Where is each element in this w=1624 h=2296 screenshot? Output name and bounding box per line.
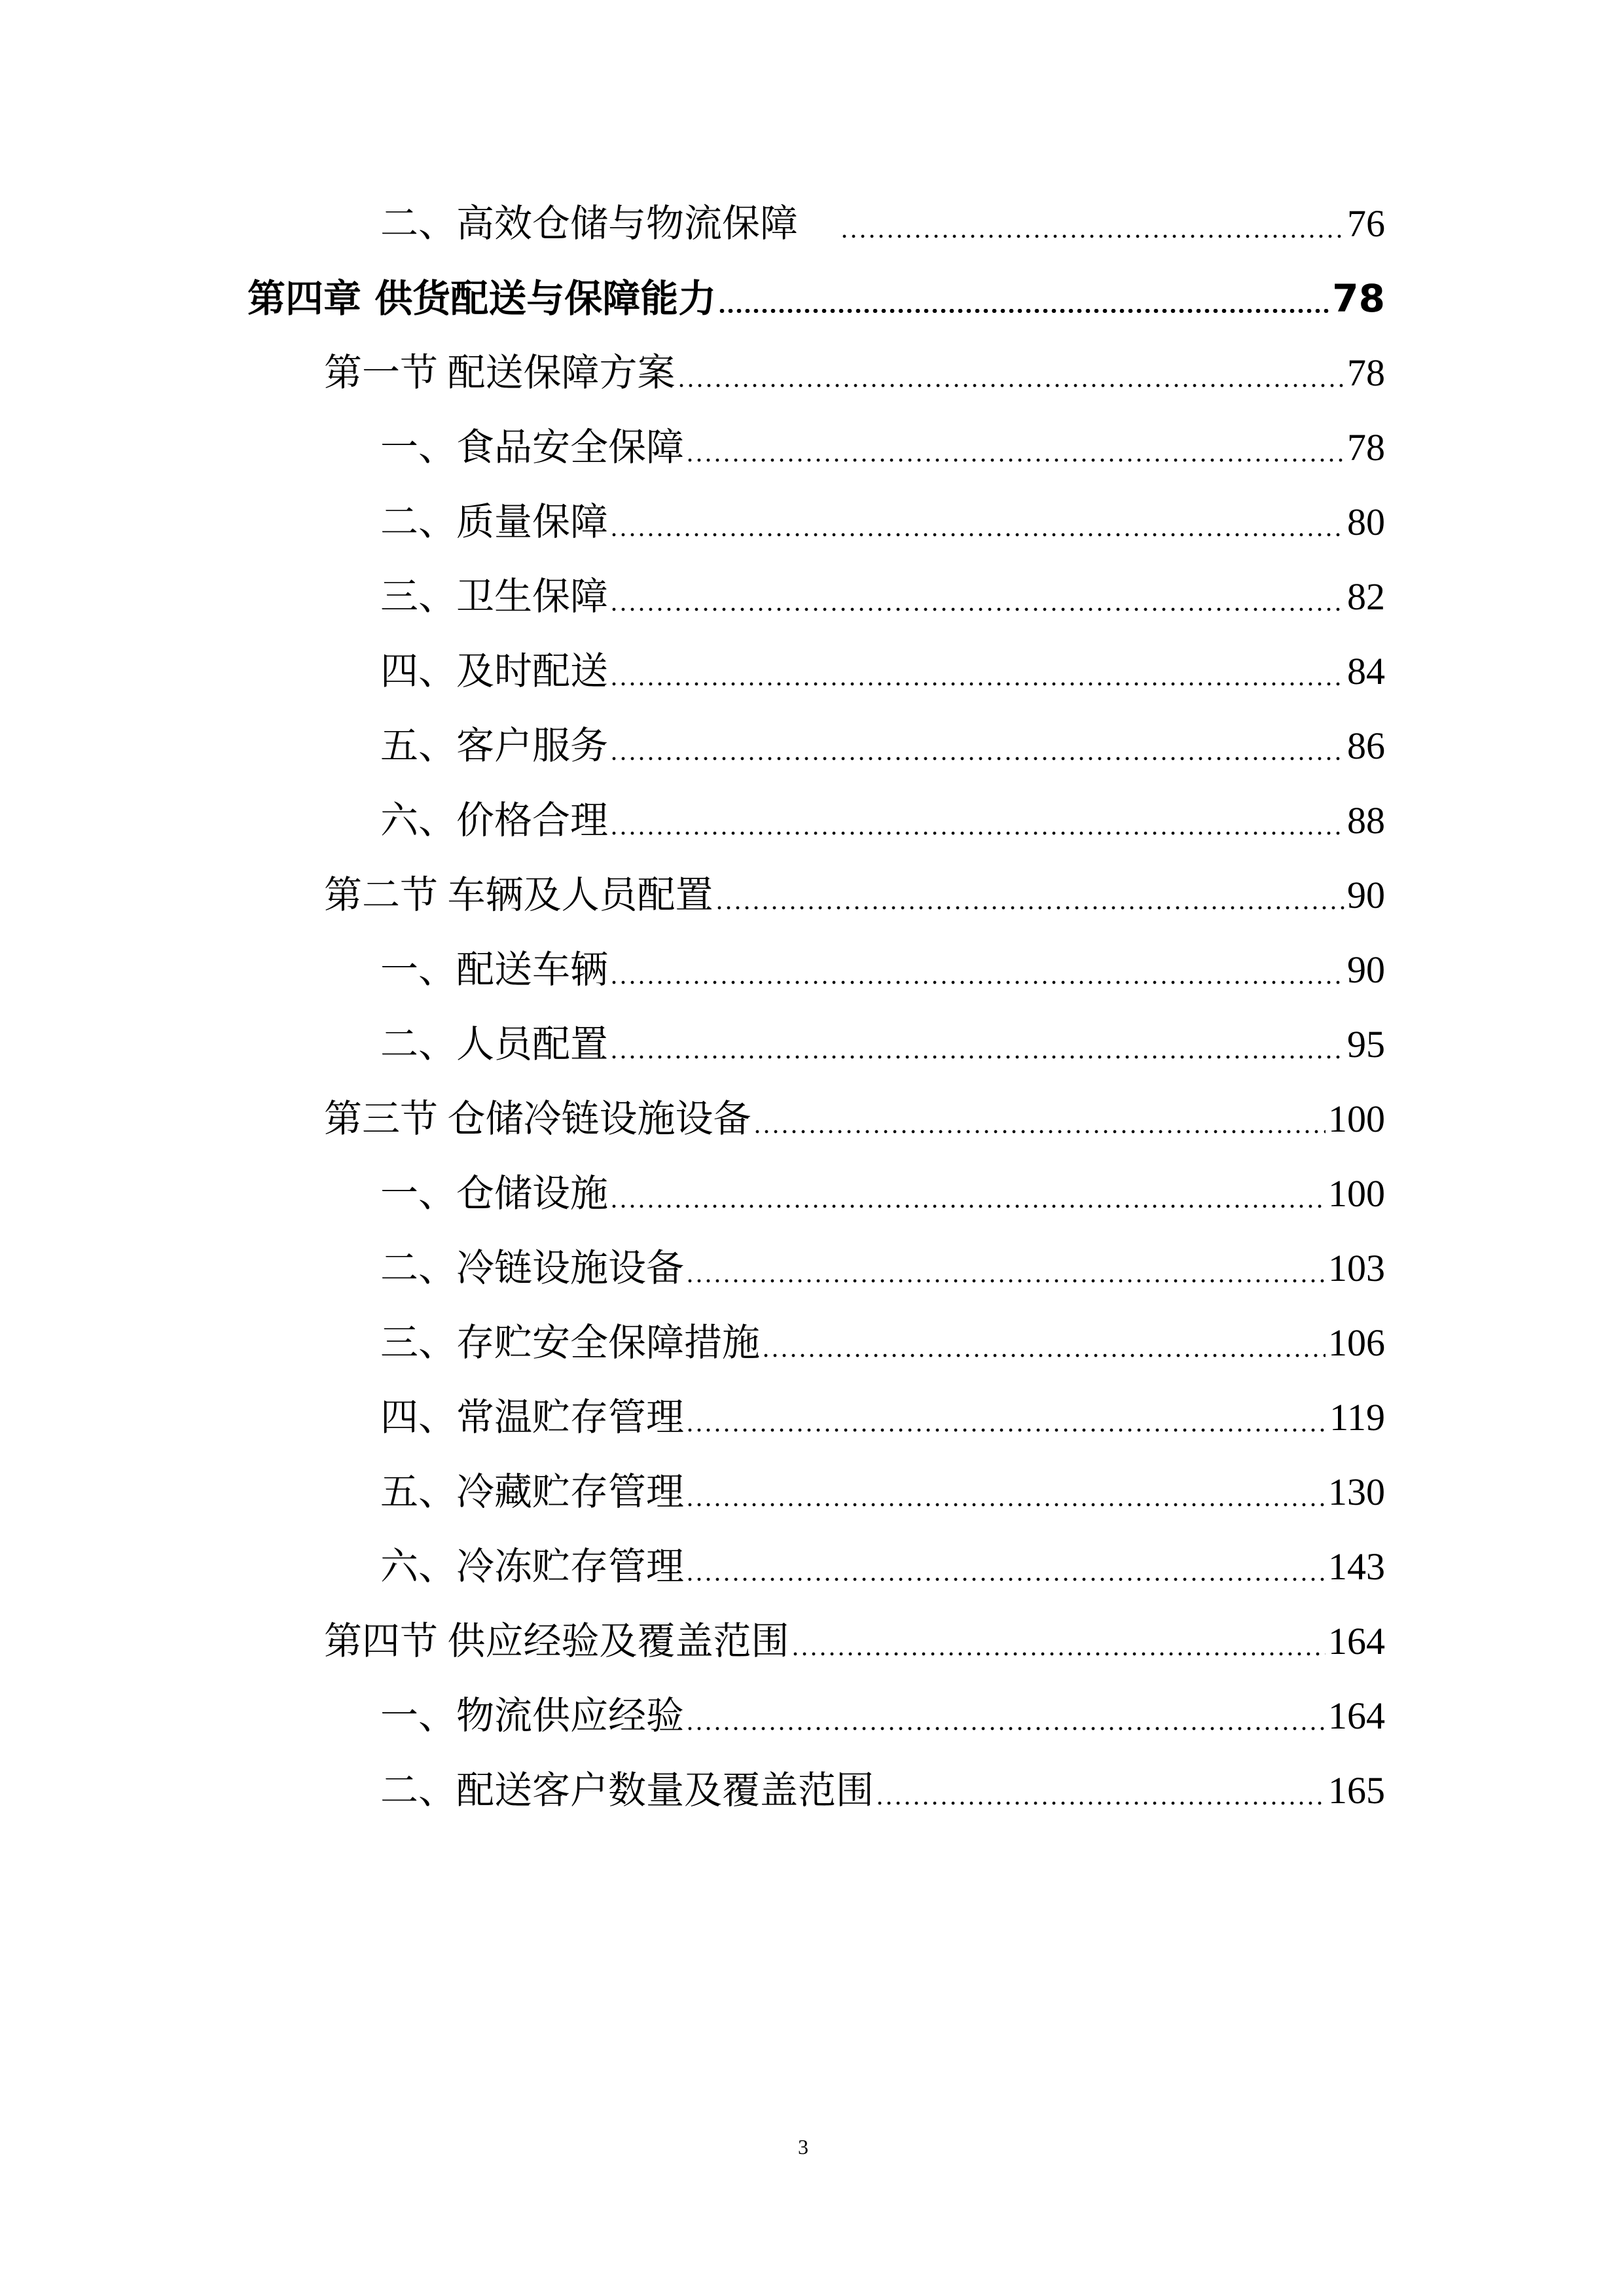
toc-entry xyxy=(380,783,1385,858)
toc-leader xyxy=(685,1530,1326,1604)
toc-entry xyxy=(380,1455,1385,1530)
toc-entry xyxy=(380,1306,1385,1380)
toc-entry-title: 三、存贮安全保障措施 xyxy=(380,1321,761,1364)
toc-leader xyxy=(753,1082,1326,1157)
toc-entry-title: 一、配送车辆 xyxy=(380,948,609,991)
toc-leader xyxy=(609,709,1344,783)
toc-section-entry xyxy=(324,1604,1385,1679)
toc-entry-title: 第四节 供应经验及覆盖范围 xyxy=(324,1620,789,1662)
toc-leader xyxy=(717,261,1329,336)
toc-entry xyxy=(380,187,1385,261)
toc-leader xyxy=(715,858,1344,933)
toc-entry xyxy=(380,1753,1385,1828)
toc-entry xyxy=(380,1231,1385,1306)
toc-entry-page: 76 xyxy=(1347,202,1385,245)
toc-leader xyxy=(609,783,1344,858)
toc-entry xyxy=(380,560,1385,634)
toc-leader xyxy=(609,485,1344,560)
toc-entry-page: 78 xyxy=(1347,351,1385,394)
toc-entry-title: 四、及时配送 xyxy=(380,650,609,692)
page-number: 3 xyxy=(798,2135,808,2159)
toc-leader xyxy=(609,560,1344,634)
toc-entry xyxy=(380,1007,1385,1082)
toc-entry-page: 90 xyxy=(1347,948,1385,991)
toc-entry-page: 164 xyxy=(1328,1695,1385,1737)
toc-leader xyxy=(875,1753,1326,1828)
toc-entry-title: 五、客户服务 xyxy=(380,725,609,767)
toc-leader xyxy=(677,336,1344,410)
toc-entry-page: 103 xyxy=(1328,1247,1385,1289)
toc-entry xyxy=(380,1157,1385,1231)
toc-entry-title: 第一节 配送保障方案 xyxy=(324,351,676,394)
toc-entry xyxy=(380,1530,1385,1604)
toc-leader xyxy=(685,1380,1327,1455)
toc-entry xyxy=(380,485,1385,560)
toc-leader xyxy=(609,1157,1326,1231)
toc-entry-page: 82 xyxy=(1347,575,1385,618)
toc-entry-page: 80 xyxy=(1347,501,1385,543)
toc-entry xyxy=(380,410,1385,485)
toc-chapter-entry xyxy=(247,261,1385,336)
toc-entry-title: 二、高效仓储与物流保障 xyxy=(380,202,799,245)
toc-entry-title: 三、卫生保障 xyxy=(380,575,609,618)
toc-leader xyxy=(685,1455,1326,1530)
toc-entry-page: 106 xyxy=(1328,1321,1385,1364)
toc-entry-page: 164 xyxy=(1328,1620,1385,1662)
toc-entry-page: 95 xyxy=(1347,1023,1385,1066)
toc-leader xyxy=(840,187,1344,261)
toc-entry-page: 100 xyxy=(1328,1098,1385,1140)
toc-entry-page: 143 xyxy=(1328,1545,1385,1588)
toc-entry-page: 78 xyxy=(1347,426,1385,469)
toc-entry-title: 一、物流供应经验 xyxy=(380,1695,685,1737)
toc-entry-page: 119 xyxy=(1329,1396,1385,1439)
toc-entry-title: 六、冷冻贮存管理 xyxy=(380,1545,685,1588)
toc-leader xyxy=(761,1306,1326,1380)
toc-entry xyxy=(380,709,1385,783)
toc-entry-title: 二、配送客户数量及覆盖范围 xyxy=(380,1769,875,1812)
toc-entry-title: 一、仓储设施 xyxy=(380,1172,609,1215)
toc-leader xyxy=(609,634,1344,709)
toc-entry-title: 六、价格合理 xyxy=(380,799,609,842)
toc-entry-page: 130 xyxy=(1328,1471,1385,1513)
toc-entry-page: 86 xyxy=(1347,725,1385,767)
toc-entry-page: 90 xyxy=(1347,874,1385,916)
toc-leader xyxy=(685,1231,1326,1306)
toc-entry xyxy=(380,933,1385,1007)
toc-entry-page: 165 xyxy=(1328,1769,1385,1812)
toc-entry xyxy=(380,1380,1385,1455)
toc-leader xyxy=(609,933,1344,1007)
table-of-contents xyxy=(0,187,1385,1828)
toc-entry-title: 第三节 仓储冷链设施设备 xyxy=(324,1098,751,1140)
toc-entry-page: 100 xyxy=(1328,1172,1385,1215)
toc-entry-page: 78 xyxy=(1332,276,1385,321)
toc-entry-title: 二、质量保障 xyxy=(380,501,609,543)
toc-entry-title: 第二节 车辆及人员配置 xyxy=(324,874,713,916)
toc-entry-page: 84 xyxy=(1347,650,1385,692)
toc-entry-title: 五、冷藏贮存管理 xyxy=(380,1471,685,1513)
toc-entry-title: 一、食品安全保障 xyxy=(380,426,685,469)
toc-leader xyxy=(609,1007,1344,1082)
toc-leader xyxy=(791,1604,1326,1679)
toc-entry-page: 88 xyxy=(1347,799,1385,842)
toc-entry-title: 二、冷链设施设备 xyxy=(380,1247,685,1289)
toc-section-entry xyxy=(324,336,1385,410)
toc-entry xyxy=(380,634,1385,709)
toc-leader xyxy=(685,1679,1326,1753)
toc-entry-title: 四、常温贮存管理 xyxy=(380,1396,685,1439)
toc-entry-title: 二、人员配置 xyxy=(380,1023,609,1066)
toc-section-entry xyxy=(324,858,1385,933)
toc-entry-title: 第四章 供货配送与保障能力 xyxy=(247,276,717,321)
toc-leader xyxy=(685,410,1344,485)
toc-section-entry xyxy=(324,1082,1385,1157)
toc-entry xyxy=(380,1679,1385,1753)
